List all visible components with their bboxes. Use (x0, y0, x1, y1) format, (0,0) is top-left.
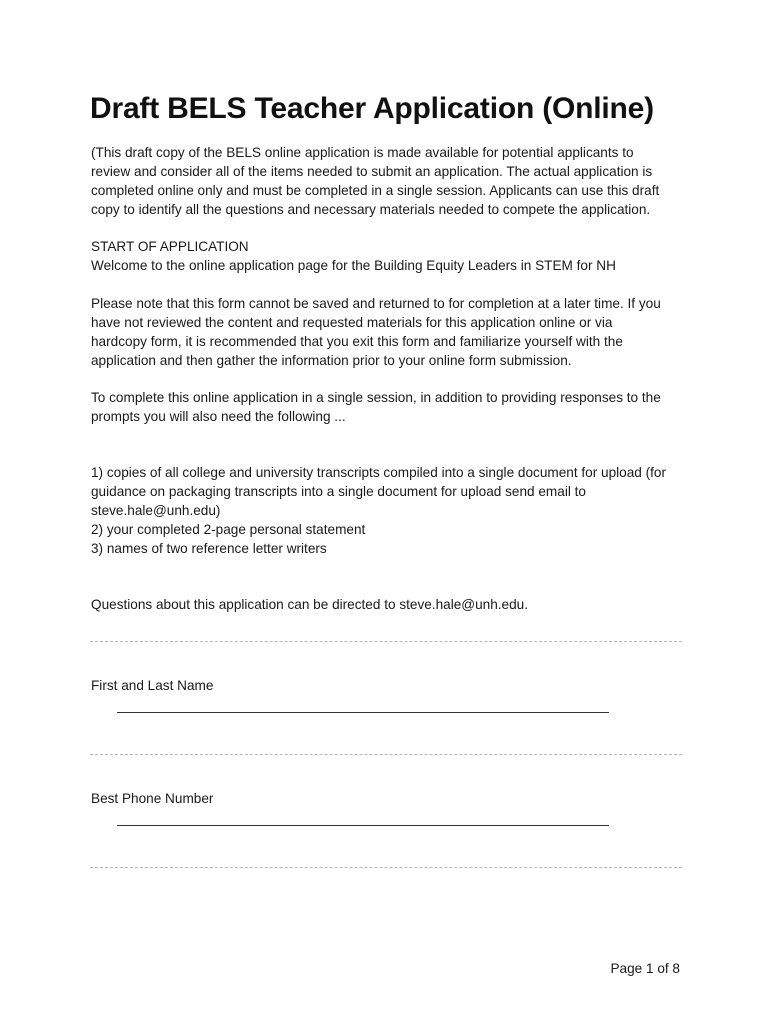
note-paragraph (91, 294, 691, 370)
section-divider (90, 754, 682, 755)
welcome-text: Welcome to the online application page for the Building Equity Leaders in STEM for NH (91, 258, 616, 273)
intro-paragraph (91, 143, 691, 219)
requirement-item: steve.hale@unh.edu) (91, 503, 221, 518)
first-last-name-label: First and Last Name (91, 678, 214, 693)
requirement-item: guidance on packaging transcripts into a single document for upload send email to (91, 484, 586, 499)
complete-line: prompts you will also need the following ... (91, 409, 346, 424)
requirement-item: 3) names of two reference letter writers (91, 541, 327, 556)
intro-line: (This draft copy of the BELS online application is made available for potential applicants to (91, 145, 634, 160)
best-phone-number-label: Best Phone Number (91, 791, 214, 806)
section-divider (90, 641, 682, 642)
page-number: Page 1 of 8 (610, 961, 680, 976)
note-line: Please note that this form cannot be saved and returned to for completion at a later time. If you (91, 296, 661, 311)
complete-paragraph (91, 388, 691, 426)
best-phone-number-field[interactable] (117, 825, 609, 826)
first-last-name-field[interactable] (117, 712, 609, 713)
requirement-item: 1) copies of all college and university transcripts compiled into a single document for upload (for (91, 465, 667, 480)
start-heading: START OF APPLICATION (91, 239, 249, 254)
questions-contact: Questions about this application can be directed to steve.hale@unh.edu. (91, 597, 529, 612)
document-title: Draft BELS Teacher Application (Online) (90, 92, 654, 125)
requirement-item: 2) your completed 2-page personal statement (91, 522, 366, 537)
requirements-list (91, 463, 691, 558)
note-line: application and then gather the information prior to your online form submission. (91, 353, 572, 368)
start-of-application (91, 237, 691, 275)
note-line: have not reviewed the content and requested materials for this application online or via (91, 315, 613, 330)
complete-line: To complete this online application in a single session, in addition to providing responses to the (91, 390, 661, 405)
section-divider (90, 867, 682, 868)
intro-line: copy to identify all the questions and necessary materials needed to compete the application. (91, 202, 651, 217)
note-line: hardcopy form, it is recommended that you exit this form and familiarize yourself with the (91, 334, 623, 349)
intro-line: completed online only and must be completed in a single session. Applicants can use this draft (91, 183, 660, 198)
intro-line: review and consider all of the items needed to submit an application. The actual application is (91, 164, 653, 179)
